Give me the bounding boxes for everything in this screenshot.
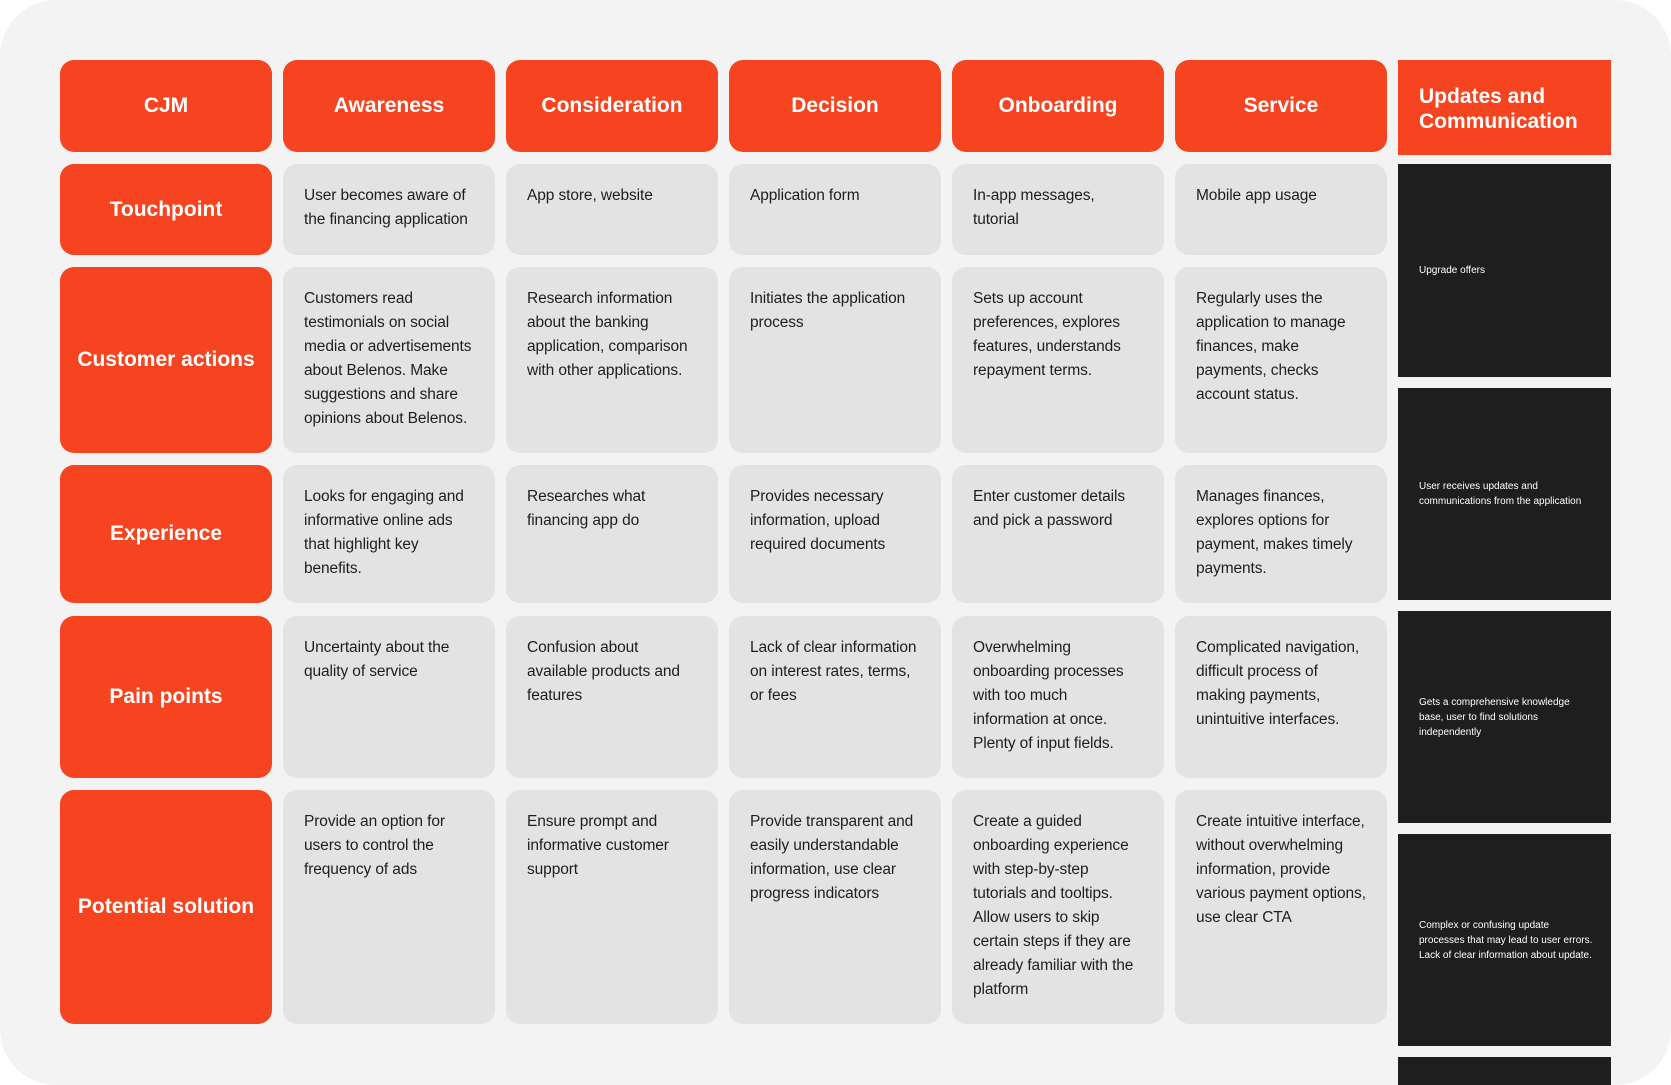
cell-touchpoint-awareness: User becomes aware of the financing application [283,164,495,255]
cell-pain-points-onboarding: Overwhelming onboarding processes with too much information at once. Plenty of input fields. [952,616,1164,778]
cell-pain-points-service: Complicated navigation, difficult process of making payments, unintuitive interfaces. [1175,616,1387,778]
cell-pain-points-decision: Lack of clear information on interest rates, terms, or fees [729,616,941,778]
cell-potential-solution-service: Create intuitive interface, without overwhelming information, provide various payment options, use clear CTA [1175,790,1387,1024]
stage-header-onboarding: Onboarding [952,60,1164,152]
side-card-updates: User receives updates and communications from the application [1398,388,1611,600]
cell-customer-actions-decision: Initiates the application process [729,267,941,453]
side-column-header: Updates and Communication [1398,60,1611,155]
cell-customer-actions-awareness: Customers read testimonials on social media or advertisements about Belenos. Make suggestions and share opinions about Belenos. [283,267,495,453]
side-card-knowledge-base: Gets a comprehensive knowledge base, user to find solutions independently [1398,611,1611,823]
cell-potential-solution-decision: Provide transparent and easily understandable information, use clear progress indicators [729,790,941,1024]
cell-pain-points-consideration: Confusion about available products and features [506,616,718,778]
side-card-upgrade-offers: Upgrade offers [1398,164,1611,377]
cell-pain-points-awareness: Uncertainty about the quality of service [283,616,495,778]
cell-potential-solution-awareness: Provide an option for users to control the frequency of ads [283,790,495,1024]
cell-touchpoint-consideration: App store, website [506,164,718,255]
cell-potential-solution-consideration: Ensure prompt and informative customer support [506,790,718,1024]
stage-header-awareness: Awareness [283,60,495,152]
cell-experience-onboarding: Enter customer details and pick a password [952,465,1164,603]
stage-header-service: Service [1175,60,1387,152]
cell-touchpoint-service: Mobile app usage [1175,164,1387,255]
cell-potential-solution-onboarding: Create a guided onboarding experience with step-by-step tutorials and tooltips. Allow users to skip certain steps if they are already familiar with the platform [952,790,1164,1024]
corner-header: CJM [60,60,272,152]
cell-touchpoint-decision: Application form [729,164,941,255]
row-label-experience: Experience [60,465,272,603]
stage-header-decision: Decision [729,60,941,152]
row-label-pain-points: Pain points [60,616,272,778]
cell-experience-consideration: Researches what financing app do [506,465,718,603]
stage-header-consideration: Consideration [506,60,718,152]
side-card-next [1398,1057,1611,1085]
row-label-customer-actions: Customer actions [60,267,272,453]
side-card-update-issues: Complex or confusing update processes that may lead to user errors. Lack of clear information about update. [1398,834,1611,1046]
cell-customer-actions-service: Regularly uses the application to manage finances, make payments, checks account status. [1175,267,1387,453]
row-label-potential-solution: Potential solution [60,790,272,1024]
row-label-touchpoint: Touchpoint [60,164,272,255]
cell-experience-service: Manages finances, explores options for payment, makes timely payments. [1175,465,1387,603]
cell-customer-actions-consideration: Research information about the banking application, comparison with other applications. [506,267,718,453]
cell-touchpoint-onboarding: In-app messages, tutorial [952,164,1164,255]
cell-experience-decision: Provides necessary information, upload required documents [729,465,941,603]
cell-customer-actions-onboarding: Sets up account preferences, explores features, understands repayment terms. [952,267,1164,453]
cell-experience-awareness: Looks for engaging and informative online ads that highlight key benefits. [283,465,495,603]
